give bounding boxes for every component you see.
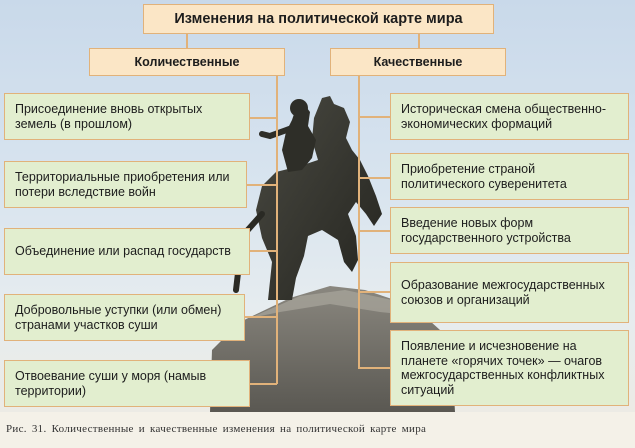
horse-silhouette xyxy=(256,96,382,300)
branch-left-1 xyxy=(250,117,277,119)
connector-title-right xyxy=(418,34,420,48)
branch-left-5 xyxy=(250,383,277,385)
qualitative-item-text: Образование межгосударственных союзов и организаций xyxy=(401,277,605,307)
qualitative-item xyxy=(390,153,629,200)
quantitative-item xyxy=(4,360,250,407)
diagram-title xyxy=(143,4,494,34)
quantitative-item-text: Объединение или распад государств xyxy=(15,244,231,258)
branch-left-3 xyxy=(250,250,277,252)
category-header-quantitative-text: Количественные xyxy=(134,55,240,69)
branch-right-3 xyxy=(358,230,390,232)
trunk-line-right xyxy=(358,76,360,368)
qualitative-item-text: Появление и исчезновение на планете «горячих точек» — очагов межгосударственных конфликтных ситуаций xyxy=(401,339,605,397)
qualitative-item-text: Введение новых форм государственного устройства xyxy=(401,215,571,245)
trunk-line-left xyxy=(276,76,278,384)
category-header-quantitative xyxy=(89,48,285,76)
branch-left-4 xyxy=(245,316,277,318)
branch-left-2 xyxy=(247,184,277,186)
qualitative-item xyxy=(390,330,629,406)
category-header-qualitative xyxy=(330,48,506,76)
quantitative-item xyxy=(4,93,250,140)
quantitative-item xyxy=(4,294,245,341)
rider-head xyxy=(290,99,308,117)
quantitative-item-text: Отвоевание суши у моря (намыв территории) xyxy=(15,368,207,398)
branch-right-2 xyxy=(358,177,390,179)
connector-title-left xyxy=(186,34,188,48)
quantitative-item xyxy=(4,161,247,208)
diagram-title-text: Изменения на политической карте мира xyxy=(174,11,463,27)
qualitative-item-text: Приобретение страной политического суверенитета xyxy=(401,161,567,191)
category-header-qualitative-text: Качественные xyxy=(373,55,463,69)
branch-right-4 xyxy=(358,291,390,293)
qualitative-item-text: Историческая смена общественно-экономических формаций xyxy=(401,101,607,131)
qualitative-item xyxy=(390,262,629,323)
figure-caption: Рис. 31. Количественные и качественные изменения на политической карте мира xyxy=(6,423,427,435)
quantitative-item-text: Добровольные уступки (или обмен) странами участков суши xyxy=(15,302,222,332)
quantitative-item xyxy=(4,228,250,275)
quantitative-item-text: Территориальные приобретения или потери вследствие войн xyxy=(15,169,230,199)
branch-right-1 xyxy=(358,116,390,118)
branch-right-5 xyxy=(358,367,390,369)
qualitative-item xyxy=(390,207,629,254)
quantitative-item-text: Присоединение вновь открытых земель (в прошлом) xyxy=(15,101,203,131)
qualitative-item xyxy=(390,93,629,140)
